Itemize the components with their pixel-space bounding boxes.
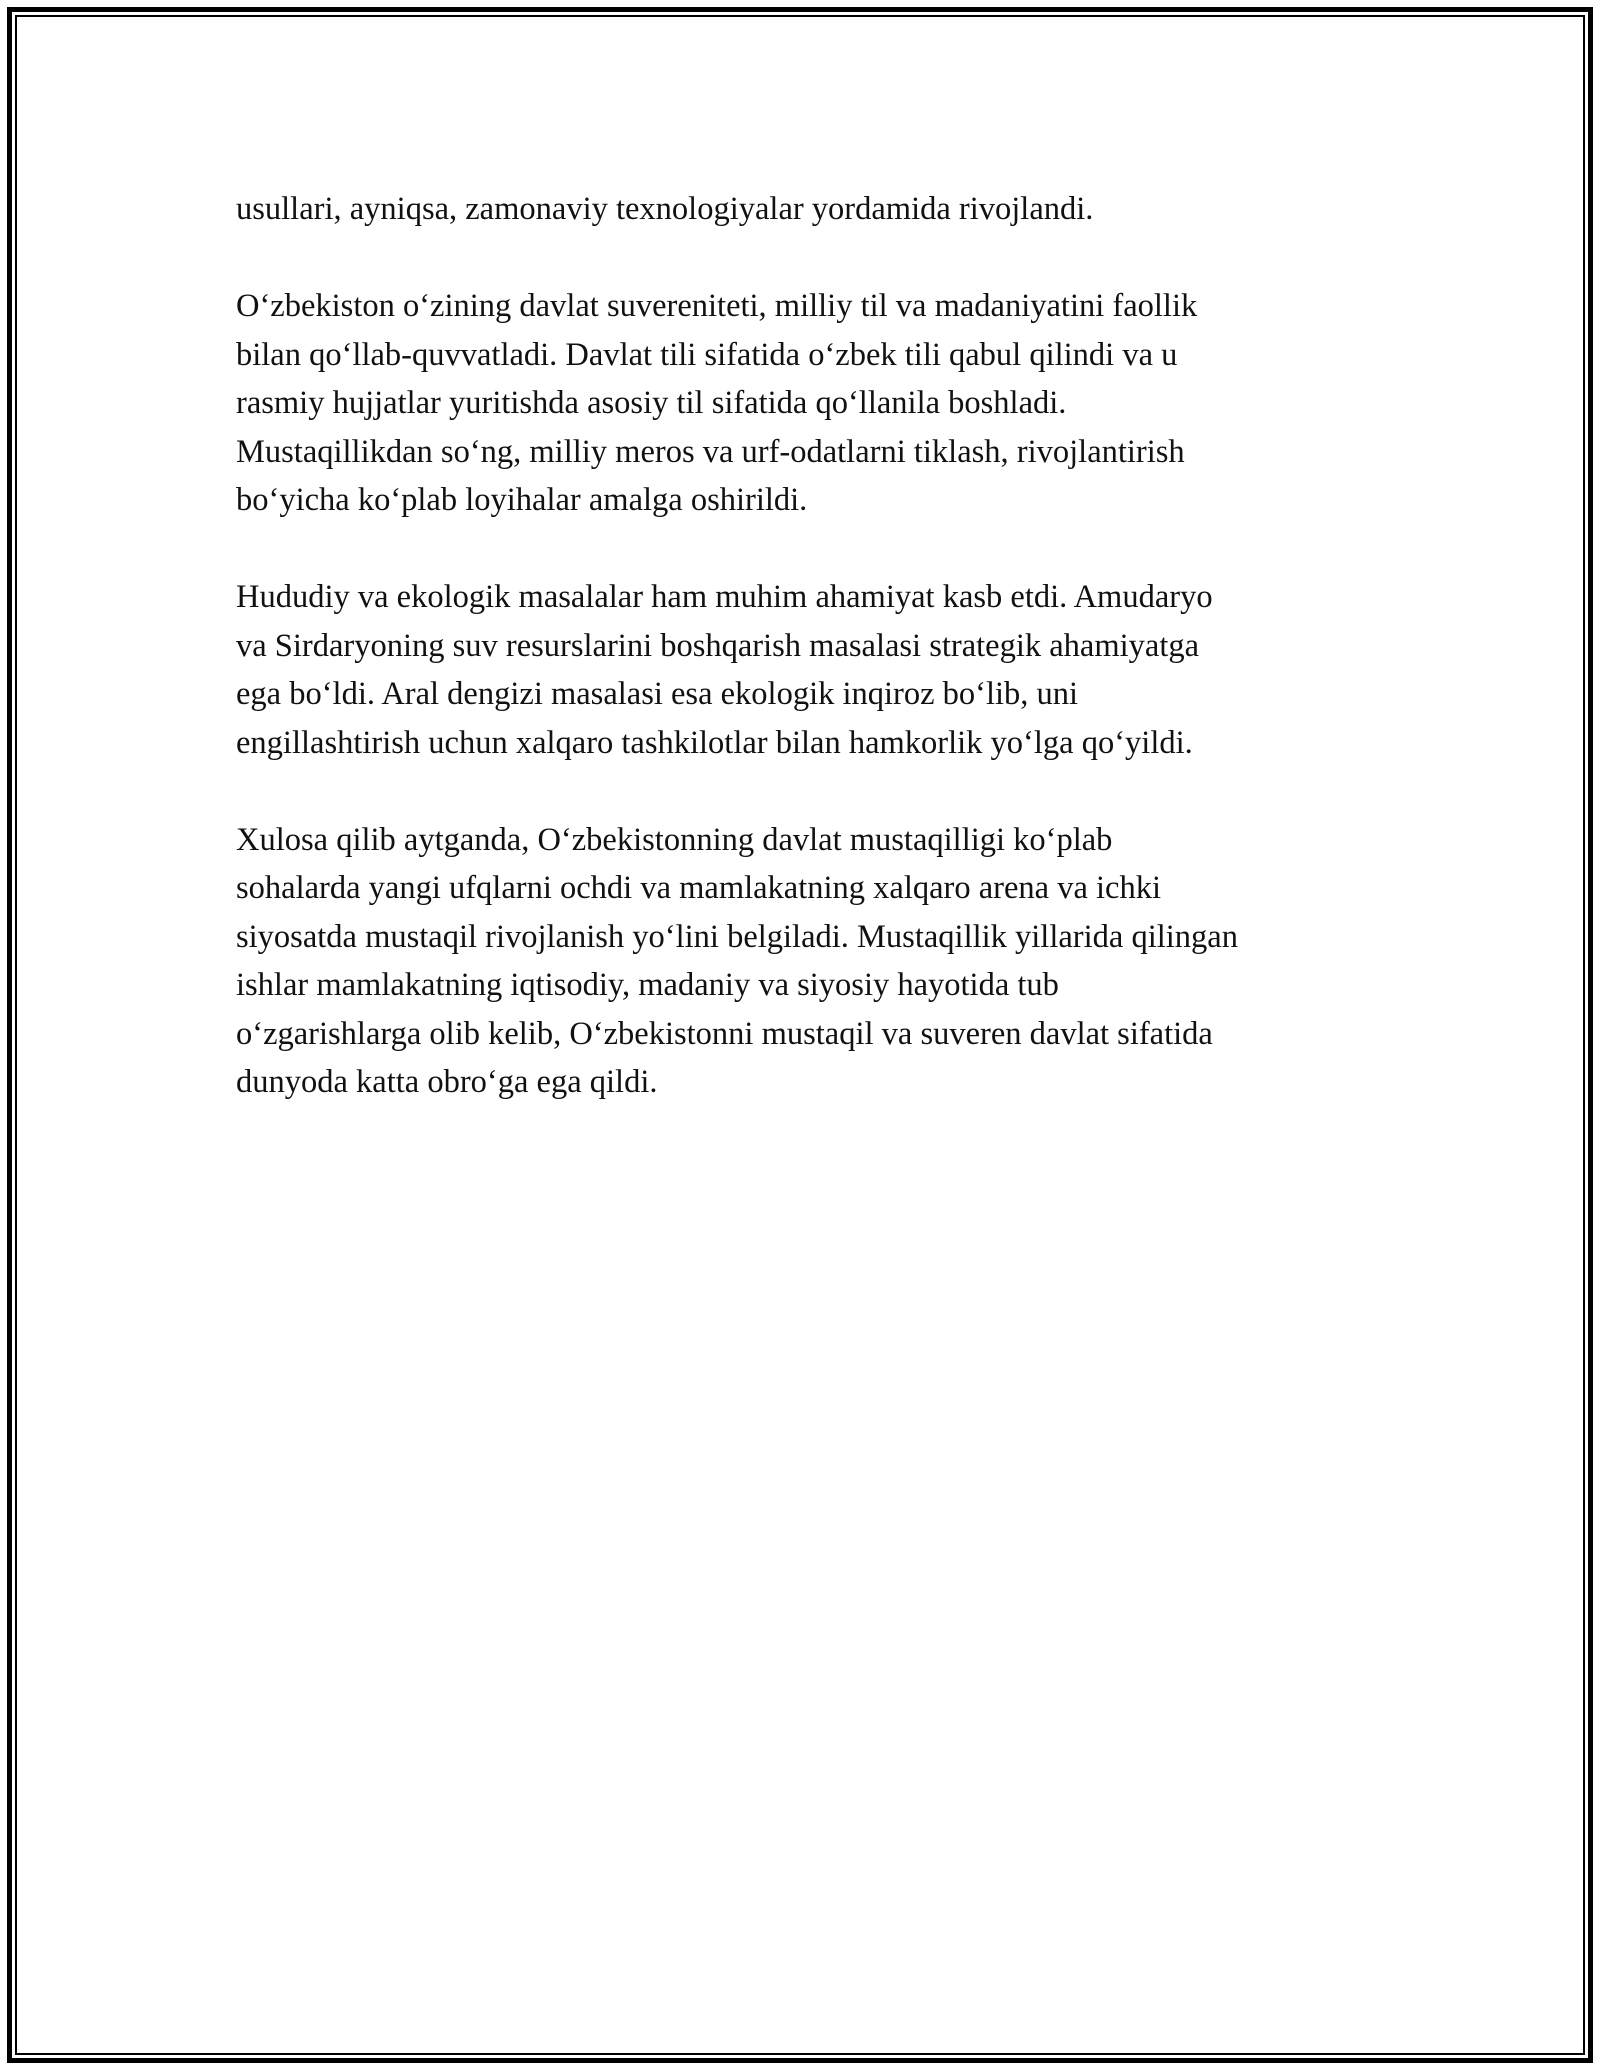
document-body — [236, 185, 1406, 1155]
text-line: Hududiy va ekologik masalalar ham muhim ahamiyat kasb etdi. Amudaryo — [236, 579, 1213, 615]
paragraph — [236, 282, 1406, 525]
paragraph — [236, 185, 1406, 234]
text-line: Xulosa qilib aytganda, O‘zbekistonning davlat mustaqilligi ko‘plab — [236, 821, 1113, 858]
text-line: siyosatda mustaqil rivojlanish yo‘lini belgiladi. Mustaqillik yillarida qilingan — [236, 918, 1238, 955]
text-line: engillashtirish uchun xalqaro tashkilotlar bilan hamkorlik yo‘lga qo‘yildi. — [236, 724, 1193, 761]
text-line: O‘zbekiston o‘zining davlat suvereniteti, milliy til va madaniyatini faollik — [236, 288, 1198, 324]
text-line: rasmiy hujjatlar yuritishda asosiy til sifatida qo‘llanila boshladi. — [236, 385, 1067, 421]
text-line: usullari, ayniqsa, zamonaviy texnologiyalar yordamida rivojlandi. — [236, 191, 1094, 227]
text-line: bilan qo‘llab-quvvatladi. Davlat tili sifatida o‘zbek tili qabul qilindi va u — [236, 336, 1178, 373]
text-line: o‘zgarishlarga olib kelib, O‘zbekistonni mustaqil va suveren davlat sifatida — [236, 1015, 1213, 1052]
text-line: ishlar mamlakatning iqtisodiy, madaniy va siyosiy hayotida tub — [236, 967, 1059, 1003]
paragraph — [236, 573, 1406, 767]
text-line: dunyoda katta obro‘ga ega qildi. — [236, 1064, 658, 1100]
paragraph — [236, 816, 1406, 1107]
text-line: bo‘yicha ko‘plab loyihalar amalga oshirildi. — [236, 482, 808, 518]
text-line: Mustaqillikdan so‘ng, milliy meros va urf-odatlarni tiklash, rivojlantirish — [236, 433, 1185, 470]
text-line: va Sirdaryoning suv resurslarini boshqarish masalasi strategik ahamiyatga — [236, 627, 1200, 664]
text-line: ega bo‘ldi. Aral dengizi masalasi esa ekologik inqiroz bo‘lib, uni — [236, 676, 1079, 712]
text-line: sohalarda yangi ufqlarni ochdi va mamlakatning xalqaro arena va ichki — [236, 870, 1161, 906]
